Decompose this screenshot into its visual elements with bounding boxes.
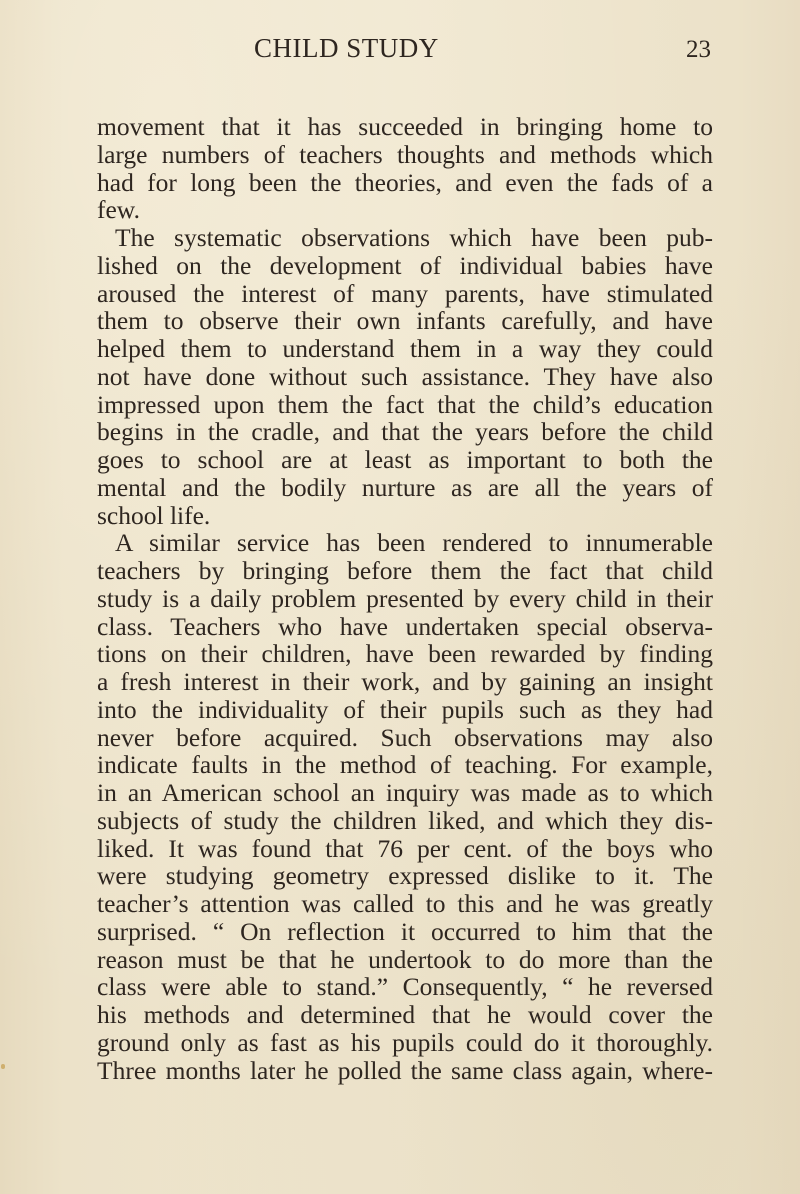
text-line: in an American school an inquiry was made as to which: [97, 778, 713, 807]
text-line: Three months later he polled the same class again, where-: [97, 1055, 713, 1085]
text-line: reason must be that he undertook to do more than the: [97, 944, 713, 974]
text-line: lished on the development of individual babies have: [97, 250, 713, 280]
text-line: large numbers of teachers thoughts and methods which: [97, 139, 713, 169]
text-line: mental and the bodily nurture as are all the years of: [97, 472, 713, 502]
text-line: study is a daily problem presented by every child in their: [97, 583, 713, 613]
text-line: The systematic observations which have been pub-: [115, 223, 713, 252]
text-line: few.: [97, 195, 140, 225]
text-line: goes to school are at least as important to both the: [97, 445, 713, 474]
text-line: were studying geometry expressed dislike to it. The: [97, 861, 713, 891]
running-head: [97, 30, 713, 66]
text-line: ground only as fast as his pupils could do it thoroughly.: [97, 1027, 713, 1057]
text-line: subjects of study the children liked, and which they dis-: [97, 805, 713, 835]
text-line: A similar service has been rendered to innumerable: [115, 528, 713, 558]
text-line: impressed upon them the fact that the child’s education: [97, 389, 713, 419]
text-line: surprised. “ On reflection it occurred to him that the: [97, 916, 713, 946]
text-line: movement that it has succeeded in bringing home to: [97, 112, 713, 141]
text-line: indicate faults in the method of teaching. For example,: [97, 750, 713, 780]
text-line: class. Teachers who have undertaken special observa-: [97, 611, 713, 641]
running-title: CHILD STUDY: [254, 33, 439, 63]
text-line: a fresh interest in their work, and by gaining an insight: [97, 667, 713, 696]
text-line: them to observe their own infants carefully, and have: [97, 306, 713, 336]
text-line: his methods and determined that he would cover the: [97, 1000, 713, 1029]
text-line: had for long been the theories, and even the fads of a: [97, 167, 713, 197]
text-line: into the individuality of their pupils such as they had: [97, 694, 713, 724]
text-line: liked. It was found that 76 per cent. of the boys who: [97, 833, 713, 863]
page-number: 23: [686, 36, 711, 63]
text-line: not have done without such assistance. They have also: [97, 361, 713, 391]
paper-speck: [1, 1064, 5, 1069]
text-line: teachers by bringing before them the fact that child: [97, 556, 713, 585]
text-line: teacher’s attention was called to this and he was greatly: [97, 889, 713, 918]
text-line: tions on their children, have been rewarded by finding: [97, 639, 713, 669]
text-line: begins in the cradle, and that the years before the child: [97, 417, 713, 447]
text-line: never before acquired. Such observations may also: [97, 722, 713, 752]
text-line: helped them to understand them in a way they could: [97, 334, 713, 363]
text-line: school life.: [97, 500, 211, 530]
text-line: class were able to stand.” Consequently, “ he reversed: [97, 972, 713, 1002]
text-line: aroused the interest of many parents, have stimulated: [97, 278, 713, 308]
body-text: [97, 113, 713, 1084]
